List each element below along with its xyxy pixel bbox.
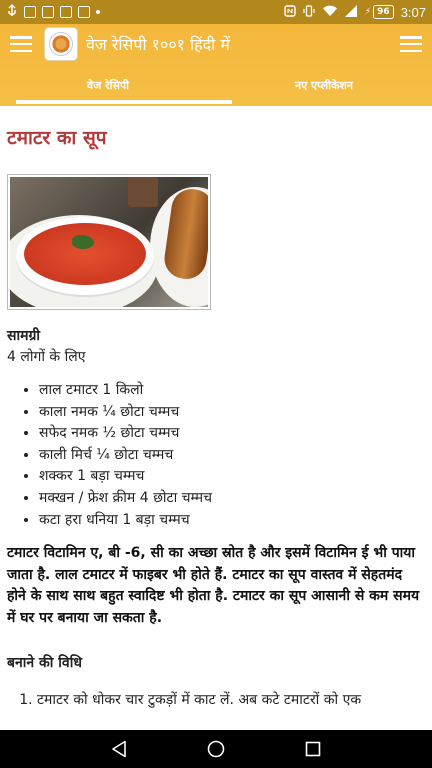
step-item: 1. टमाटर को धोकर चार टुकड़ों में काट लें. अब कटे टमाटरों को एक — [37, 690, 425, 711]
recipe-photo — [7, 174, 211, 310]
steps-list — [37, 690, 425, 711]
ingredients-list — [39, 380, 425, 531]
system-nav-bar — [0, 730, 432, 768]
download-icon — [60, 6, 72, 18]
ingredient-item: • लाल टमाटर 1 किलो — [39, 380, 425, 402]
battery-level: 96 — [373, 5, 394, 19]
message-icon — [78, 6, 90, 18]
app-title: वेज रेसिपी १००१ हिंदी में — [86, 35, 230, 54]
hamburger-icon[interactable] — [10, 36, 32, 52]
ingredient-item: • काली मिर्च ¼ छोटा चम्मच — [39, 445, 425, 467]
ingredient-item: • कटा हरा धनिया 1 बड़ा चम्मच — [39, 510, 425, 532]
battery-icon: ⚡ 96 — [365, 5, 394, 19]
more-dot-icon — [96, 10, 100, 14]
app-bar — [0, 24, 432, 106]
app-logo-icon — [44, 27, 78, 61]
intro-paragraph: टमाटर विटामिन ए, बी -6, सी का अच्छा स्रोत है और इसमें विटामिन ई भी पाया जाता है. लाल टमाटर में फाइबर भी होते हैं. टमाटर का सूप वास्तव में सेहतमंद होने के साथ साथ बहुत स्वादिष्ट भी होता है. टमाटर का सूप आसानी से कम समय में घर पर बनाया जा सकता है. — [7, 545, 420, 626]
servings: 4 लोगों के लिए — [7, 349, 86, 365]
notification-icons — [6, 3, 100, 22]
home-icon[interactable] — [206, 739, 226, 759]
ingredient-item: • मक्खन / फ्रेश क्रीम 4 छोटा चम्मच — [39, 488, 425, 510]
usb-icon — [6, 3, 18, 22]
vibrate-icon — [303, 5, 315, 20]
status-bar — [0, 0, 432, 24]
method-heading: बनाने की विधि — [7, 655, 82, 672]
recipe-title: टमाटर का सूप — [7, 127, 107, 149]
recipe-content[interactable] — [0, 106, 432, 730]
signal-icon — [345, 5, 358, 20]
sd-card-icon — [42, 6, 54, 18]
nfc-icon — [284, 5, 296, 20]
image-icon — [24, 6, 36, 18]
recents-icon[interactable] — [303, 739, 323, 759]
ingredients-heading: सामग्री — [7, 328, 40, 344]
tab-new-apps[interactable]: नए एप्लीकेशन — [294, 78, 354, 92]
ingredient-item: • शक्कर 1 बड़ा चम्मच — [39, 466, 425, 488]
menu-icon[interactable] — [400, 36, 422, 52]
ingredient-item: • सफेद नमक ½ छोटा चम्मच — [39, 423, 425, 445]
active-tab-indicator — [16, 100, 232, 104]
back-icon[interactable] — [109, 739, 129, 759]
wifi-icon — [322, 5, 338, 20]
tab-veg-recipe[interactable]: वेज रेसिपी — [87, 78, 129, 92]
ingredient-item: • काला नमक ¼ छोटा चम्मच — [39, 402, 425, 424]
clock: 3:07 — [400, 4, 426, 20]
